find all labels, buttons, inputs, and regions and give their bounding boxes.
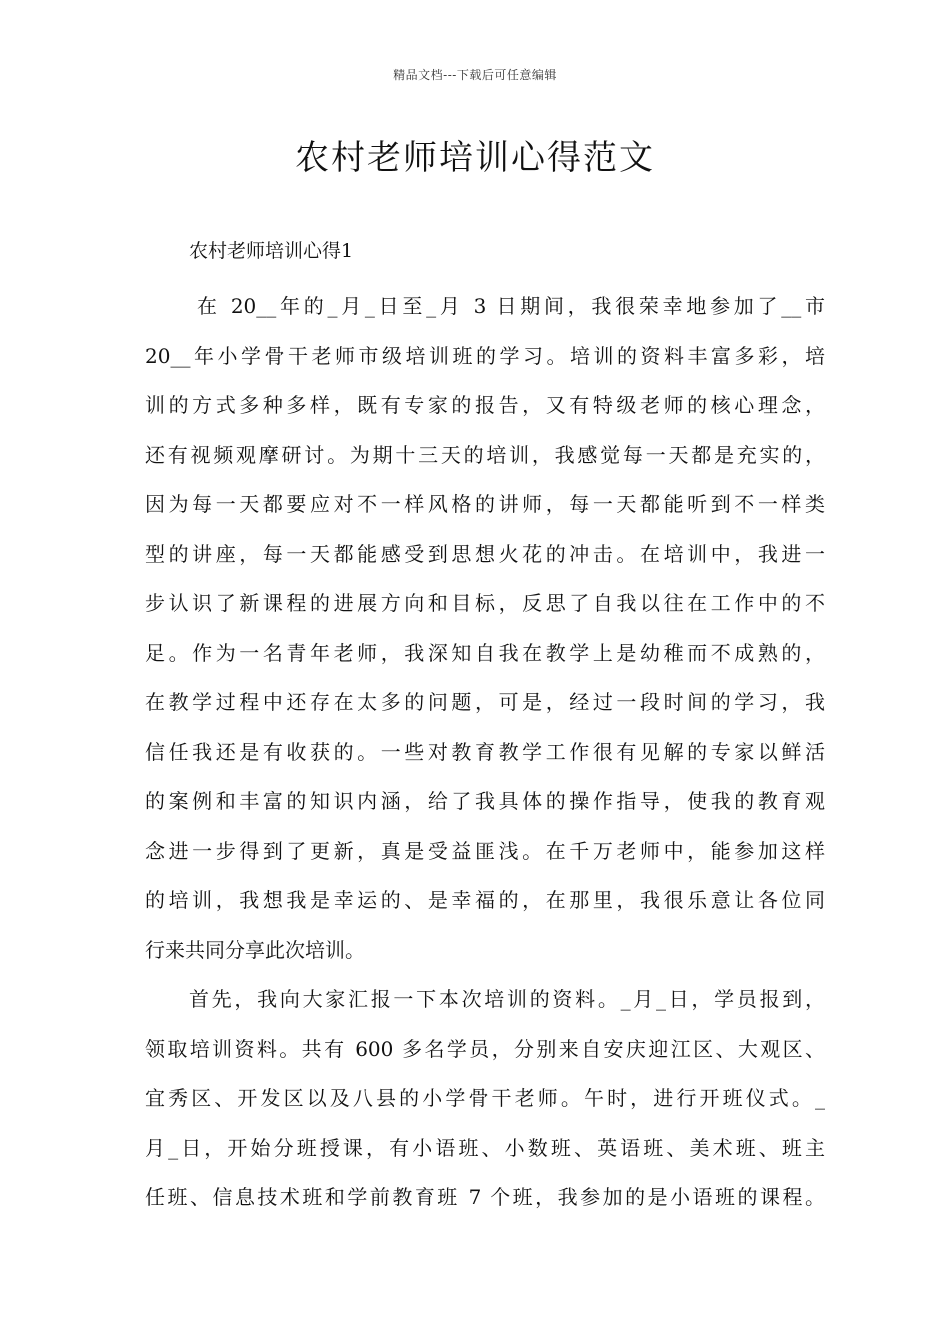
document-title: 农村老师培训心得范文 bbox=[295, 138, 655, 178]
paragraph-1 bbox=[145, 282, 825, 975]
paragraph-line: 在教学过程中还存在太多的问题，可是，经过一段时间的学习，我 bbox=[145, 690, 825, 714]
paragraph-line: 月_日，开始分班授课，有小语班、小数班、英语班、美术班、班主 bbox=[145, 1135, 825, 1160]
section-subheading: 农村老师培训心得1 bbox=[189, 240, 354, 262]
paragraph-line: 宜秀区、开发区以及八县的小学骨干老师。午时，进行开班仪式。_ bbox=[145, 1086, 825, 1110]
paragraph-line: 因为每一天都要应对不一样风格的讲师，每一天都能听到不一样类 bbox=[145, 492, 825, 516]
paragraph-line: 的培训，我想我是幸运的、是幸福的，在那里，我很乐意让各位同 bbox=[145, 888, 825, 912]
paragraph-line: 念进一步得到了更新，真是受益匪浅。在千万老师中，能参加这样 bbox=[145, 838, 825, 863]
paragraph-line: 足。作为一名青年老师，我深知自我在教学上是幼稚而不成熟的， bbox=[145, 640, 825, 665]
paragraph-line: 领取培训资料。共有 600 多名学员，分别来自安庆迎江区、大观区、 bbox=[145, 1036, 825, 1061]
document-body bbox=[145, 232, 825, 1223]
paragraph-line: 信任我还是有收获的。一些对教育教学工作很有见解的专家以鲜活 bbox=[145, 739, 825, 764]
paragraph-line: 任班、信息技术班和学前教育班 7 个班，我参加的是小语班的课程。 bbox=[145, 1185, 825, 1209]
paragraph-2 bbox=[145, 975, 825, 1223]
paragraph-line: 首先，我向大家汇报一下本次培训的资料。_月_日，学员报到， bbox=[189, 987, 825, 1011]
paragraph-line: 步认识了新课程的进展方向和目标，反思了自我以往在工作中的不 bbox=[145, 591, 825, 615]
paragraph-line: 20__年小学骨干老师市级培训班的学习。培训的资料丰富多彩，培 bbox=[145, 343, 825, 368]
paragraph-line: 在 20__年的_月_日至_月 3 日期间，我很荣幸地参加了__市 bbox=[197, 294, 825, 318]
paragraph-line: 还有视频观摩研讨。为期十三天的培训，我感觉每一天都是充实的， bbox=[145, 442, 825, 467]
paragraph-line: 训的方式多种多样，既有专家的报告，又有特级老师的核心理念， bbox=[145, 393, 825, 417]
paragraph-line: 行来共同分享此次培训。 bbox=[145, 937, 365, 962]
header-note: 精品文档---下载后可任意编辑 bbox=[393, 68, 557, 82]
paragraph-line: 型的讲座，每一天都能感受到思想火花的冲击。在培训中，我进一 bbox=[145, 541, 825, 566]
paragraph-line: 的案例和丰富的知识内涵，给了我具体的操作指导，使我的教育观 bbox=[145, 789, 825, 813]
